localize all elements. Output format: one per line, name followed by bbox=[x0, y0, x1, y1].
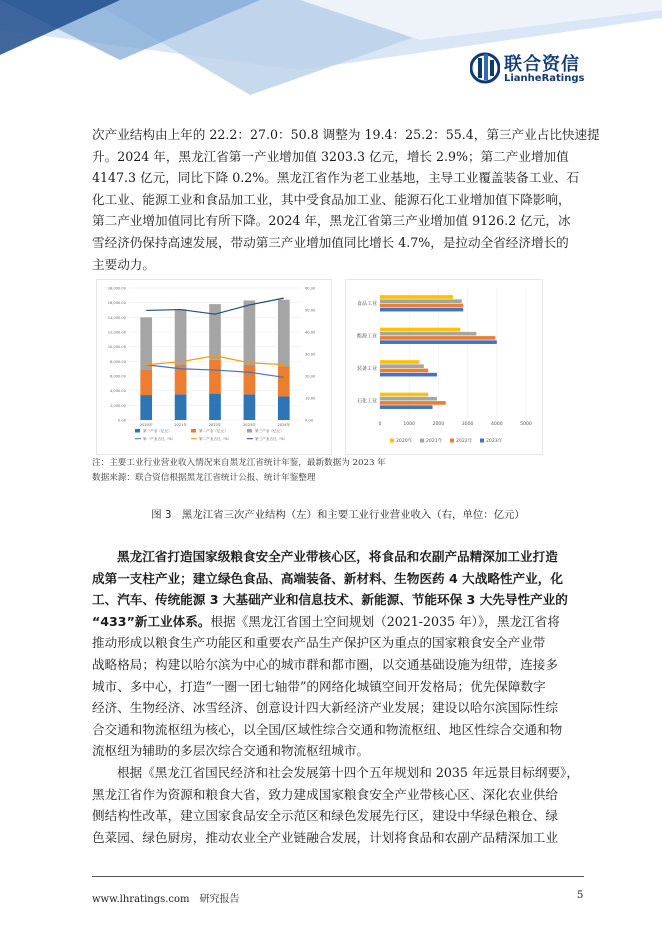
industry-revenue-chart bbox=[345, 279, 543, 455]
brand-name-en: LianheRatings bbox=[504, 73, 585, 84]
y-tick-label-left: 12,000.00 bbox=[107, 330, 126, 335]
lianhe-logo-icon bbox=[470, 50, 500, 86]
bar bbox=[380, 393, 428, 397]
legend-swatch bbox=[247, 429, 252, 433]
legend-label: 第一产业占比（%） bbox=[143, 437, 176, 441]
legend-swatch bbox=[420, 439, 424, 443]
y-tick-label-left: 4,000.00 bbox=[109, 389, 126, 394]
text-line: 次产业结构由上年的 22.2：27.0：50.8 调整为 19.4：25.2：55.4，第三产业占比快速提 bbox=[92, 127, 600, 142]
bar bbox=[380, 332, 476, 336]
legend-label: 第三产业（亿元） bbox=[255, 429, 284, 433]
x-tick-label: 4000 bbox=[490, 422, 503, 427]
y-category-label: 装备工业 bbox=[356, 366, 377, 373]
text-line: 推动形成以粮食生产功能区和重要农产品生产保护区为重点的国家粮食安全产业带 bbox=[92, 635, 546, 651]
bar-segment bbox=[175, 394, 187, 420]
y-tick-label-right: 60.00 bbox=[305, 286, 316, 291]
x-tick-label: 2023年 bbox=[243, 423, 256, 427]
text-line: 侧结构性改革，建立国家食品安全示范区和绿色发展先行区，建设中华绿色粮仓、绿 bbox=[92, 808, 558, 824]
bar-segment bbox=[278, 366, 290, 396]
bold-line: 黑龙江省打造国家级粮食安全产业带核心区，将食品和农副产品精深加工业打造 bbox=[117, 549, 558, 564]
industry-structure-chart bbox=[96, 279, 332, 455]
chart-note: 注：主要工业行业营业收入情况来自黑龙江省统计年鉴，最新数据为 2023 年 bbox=[92, 458, 386, 468]
legend-label: 第三产业占比（%） bbox=[255, 437, 288, 441]
text-line: 根据《黑龙江省国民经济和社会发展第十四个五年规划和 2035 年远景目标纲要》， bbox=[117, 765, 579, 780]
x-tick-label: 5000 bbox=[520, 422, 532, 427]
bar-segment bbox=[140, 395, 152, 420]
bold-line: 工、汽车、传统能源 3 大基础产业和信息技术、新能源、节能环保 3 大先导性产业的 bbox=[92, 592, 568, 608]
data-source-note: 数据来源：联合资信根据黑龙江省统计公报、统计年鉴整理 bbox=[92, 473, 316, 483]
x-tick-label: 0 bbox=[378, 422, 382, 427]
x-tick-label: 2022年 bbox=[208, 423, 222, 427]
y-category-label: 石化工业 bbox=[356, 398, 377, 405]
y-tick-label-left: 18,000.00 bbox=[107, 286, 126, 291]
bar bbox=[380, 304, 463, 308]
legend-label: 第二产业（亿元） bbox=[199, 429, 228, 433]
y-tick-label-right: 30.00 bbox=[305, 352, 316, 357]
x-tick-label: 2020年 bbox=[139, 423, 153, 427]
paragraph-industrial-system bbox=[92, 546, 584, 762]
legend-label: 2023年 bbox=[486, 439, 503, 444]
bold-line: “433”新工业体系。 bbox=[92, 613, 211, 629]
y-tick-label-left: 10,000.00 bbox=[107, 345, 126, 350]
text-line: 雪经济仍保持高速发展，带动第三产业增加值同比增长 4.7%，是拉动全省经济增长的 bbox=[92, 234, 569, 250]
bar bbox=[380, 340, 497, 344]
bar bbox=[380, 364, 424, 368]
bar-segment bbox=[244, 394, 256, 420]
y-tick-label-right: 0.00 bbox=[305, 418, 314, 423]
brand-logo bbox=[470, 48, 620, 92]
x-tick-label: 2000 bbox=[432, 422, 445, 427]
bar bbox=[380, 336, 495, 340]
legend-label: 2022年 bbox=[456, 439, 473, 444]
y-tick-label-right: 40.00 bbox=[305, 330, 316, 335]
bar-segment bbox=[175, 309, 187, 365]
bar-segment bbox=[244, 365, 256, 394]
text-line: 色菜园、绿色厨房，推动农业全产业链融合发展，计划将食品和农副产品精深加工业 bbox=[92, 829, 558, 845]
legend-label: 2021年 bbox=[426, 439, 443, 444]
bar-segment bbox=[140, 369, 152, 395]
bar bbox=[380, 405, 433, 409]
bar-segment bbox=[209, 394, 221, 420]
text-line: 4147.3 亿元，同比下降 0.2%。黑龙江省作为老工业基地，主导工业覆盖装备工业、石 bbox=[92, 170, 580, 186]
bar bbox=[380, 360, 419, 364]
text-line: 主要动力。 bbox=[92, 256, 155, 272]
legend-swatch bbox=[480, 439, 484, 443]
bar-segment bbox=[278, 300, 290, 367]
y-tick-label-left: 6,000.00 bbox=[109, 374, 126, 379]
bar bbox=[380, 373, 437, 377]
bar bbox=[380, 328, 460, 332]
intro-paragraph bbox=[92, 124, 600, 275]
y-tick-label-left: 0.00 bbox=[117, 418, 126, 423]
bar bbox=[380, 401, 446, 405]
y-tick-label-left: 2,000.00 bbox=[109, 403, 126, 408]
x-tick-label: 1000 bbox=[403, 422, 416, 427]
y-tick-label-right: 20.00 bbox=[305, 374, 316, 379]
page-number: 5 bbox=[577, 890, 584, 901]
figure-caption: 图 3 黑龙江省三次产业结构（左）和主要工业行业营业收入（右，单位：亿元） bbox=[151, 509, 525, 521]
legend-label: 第二产业占比（%） bbox=[199, 437, 232, 441]
legend-swatch bbox=[135, 429, 140, 433]
y-category-label: 食品工业 bbox=[356, 301, 377, 308]
bar-segment bbox=[278, 397, 290, 420]
text-line: 根据《黑龙江省国土空间规划（2021-2035 年）》，黑龙江省将 bbox=[210, 613, 560, 629]
x-tick-label: 2021年 bbox=[174, 423, 187, 427]
brand-name-cn: 联合资信 bbox=[504, 54, 580, 75]
x-tick-label: 2024年 bbox=[277, 423, 291, 427]
legend-label: 2020年 bbox=[396, 439, 413, 444]
bar bbox=[380, 295, 453, 299]
y-tick-label-right: 10.00 bbox=[305, 396, 316, 401]
y-category-label: 能源工业 bbox=[356, 333, 377, 340]
text-line: 城市、多中心，打造“一圈一团七轴带”的网络化城镇空间开发格局；优先保障数字 bbox=[92, 678, 546, 694]
bar-segment bbox=[140, 317, 152, 369]
text-line: 升。2024 年，黑龙江省第一产业增加值 3203.3 亿元，增长 2.9%；第二产业增加值 bbox=[92, 148, 569, 164]
y-tick-label-right: 50.00 bbox=[305, 308, 316, 313]
text-line: 经济、生物经济、冰雪经济、创意设计四大新经济产业发展；建设以哈尔滨国际性综 bbox=[92, 700, 558, 716]
legend-label: 第一产业（亿元） bbox=[143, 429, 172, 433]
bar bbox=[380, 397, 437, 401]
y-tick-label-left: 8,000.00 bbox=[109, 359, 126, 364]
text-line: 战略格局；构建以哈尔滨为中心的城市群和都市圈，以交通基础设施为纽带，连接多 bbox=[92, 656, 558, 672]
text-line: 流枢纽为辅助的多层次综合交通和物流枢纽城市。 bbox=[92, 743, 370, 759]
legend-swatch bbox=[191, 429, 196, 433]
x-tick-label: 3000 bbox=[461, 422, 474, 427]
legend-swatch bbox=[450, 439, 454, 443]
text-line: 化工业、能源工业和食品加工业，其中受食品加工业、能源石化工业增加值下降影响， bbox=[92, 191, 571, 207]
text-line: 合交通和物流枢纽为核心，以全国/区域性综合交通和物流枢纽、地区性综合交通和物 bbox=[92, 721, 563, 737]
bar bbox=[380, 308, 463, 312]
paragraph-five-year-plan bbox=[92, 762, 584, 848]
y-tick-label-left: 16,000.00 bbox=[107, 301, 126, 306]
bar bbox=[380, 369, 428, 373]
footer-divider bbox=[92, 876, 584, 877]
bar bbox=[380, 299, 462, 303]
legend-swatch bbox=[390, 439, 394, 443]
text-line: 第二产业增加值同比有所下降。2024 年，黑龙江省第三产业增加值 9126.2 亿元，冰 bbox=[92, 213, 571, 229]
bar-segment bbox=[244, 300, 256, 365]
bar-segment bbox=[209, 360, 221, 394]
y-tick-label-left: 14,000.00 bbox=[107, 315, 126, 320]
footer-site: www.lhratings.com 研究报告 bbox=[92, 894, 240, 905]
bold-line: 成第一支柱产业；建立绿色食品、高端装备、新材料、生物医药 4 大战略性产业，化 bbox=[92, 570, 563, 586]
text-line: 黑龙江省作为资源和粮食大省，致力建成国家粮食安全产业带核心区、深化农业供给 bbox=[92, 786, 558, 802]
